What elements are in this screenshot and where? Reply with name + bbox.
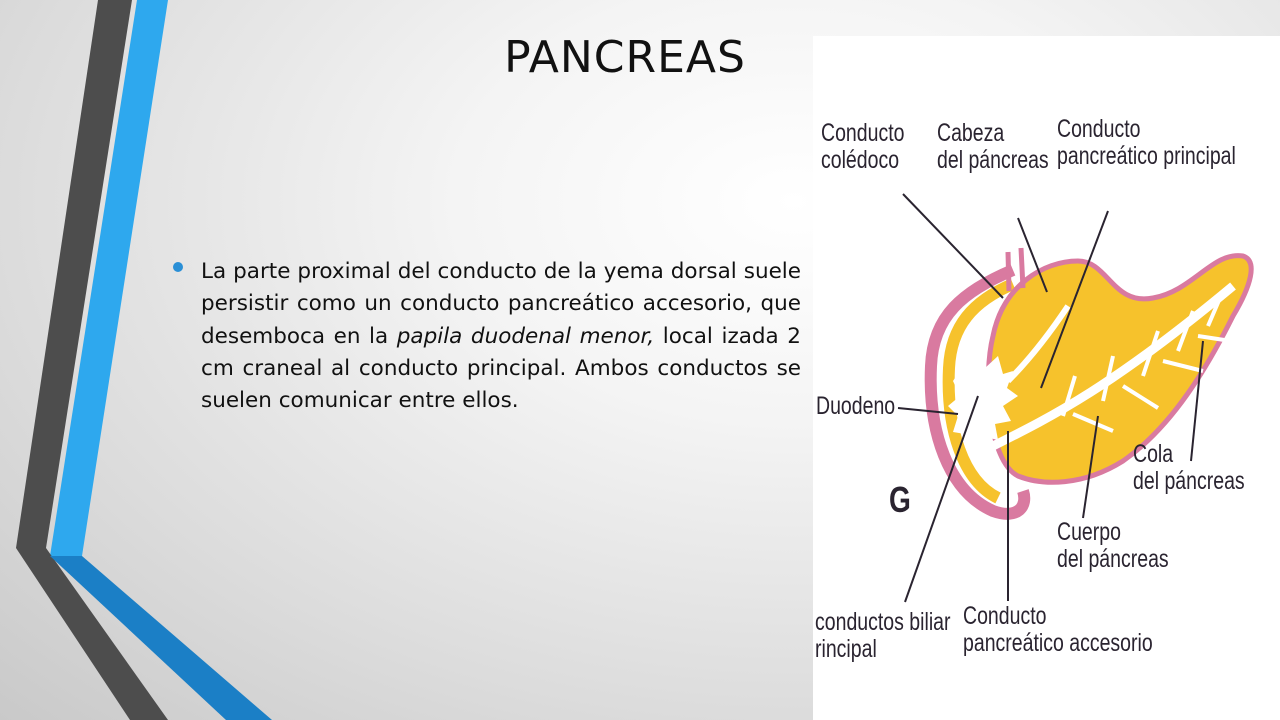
label-cola: [1133, 441, 1245, 495]
label-conducto-accesorio: [963, 603, 1153, 657]
label-conducto-coledoco-line1: Conducto: [821, 119, 905, 147]
label-cola-line2: del páncreas: [1133, 466, 1245, 495]
bullet-marker: [173, 262, 183, 272]
label-conducto-accesorio-line1: Conducto: [963, 602, 1047, 630]
bullet-text-part1: La parte proximal del conducto de la yema dorsal suele persistir como un conducto pancreático accesorio, que desemboca en la: [201, 259, 801, 349]
label-cuerpo: [1057, 519, 1169, 573]
label-cabeza-line1: Cabeza: [937, 119, 1005, 147]
label-conductos-biliar: [815, 609, 951, 663]
label-conductos-biliar-line2: rincipal: [815, 634, 877, 663]
bullet-paragraph: [173, 256, 801, 417]
label-cuerpo-line1: Cuerpo: [1057, 518, 1121, 546]
slide-title: PANCREAS: [504, 32, 746, 83]
label-conductos-biliar-line1: conductos biliar: [815, 608, 951, 636]
label-duodeno: Duodeno: [816, 392, 896, 420]
label-cabeza: [937, 120, 1049, 174]
bullet-text: [201, 256, 801, 417]
label-cola-line1: Cola: [1133, 440, 1174, 468]
bullet-text-part3: local izada 2 cm craneal al conducto principal. Ambos conductos se suelen comunicar entre ellos.: [201, 323, 801, 413]
bullet-text-italic: papila duodenal menor,: [396, 323, 655, 349]
label-conducto-principal: [1057, 116, 1236, 170]
label-conducto-coledoco-line2: colédoco: [821, 145, 900, 174]
label-conducto-accesorio-line2: pancreático accesorio: [963, 628, 1153, 657]
label-conducto-principal-line2: pancreático principal: [1057, 141, 1236, 170]
pancreas-diagram: [813, 36, 1280, 720]
label-cuerpo-line2: del páncreas: [1057, 544, 1169, 573]
bile-duct: [1008, 248, 1023, 291]
label-letter-g: G: [889, 479, 911, 520]
label-conducto-coledoco: [821, 120, 904, 174]
label-cabeza-line2: del páncreas: [937, 145, 1049, 174]
label-conducto-principal-line1: Conducto: [1057, 115, 1141, 143]
